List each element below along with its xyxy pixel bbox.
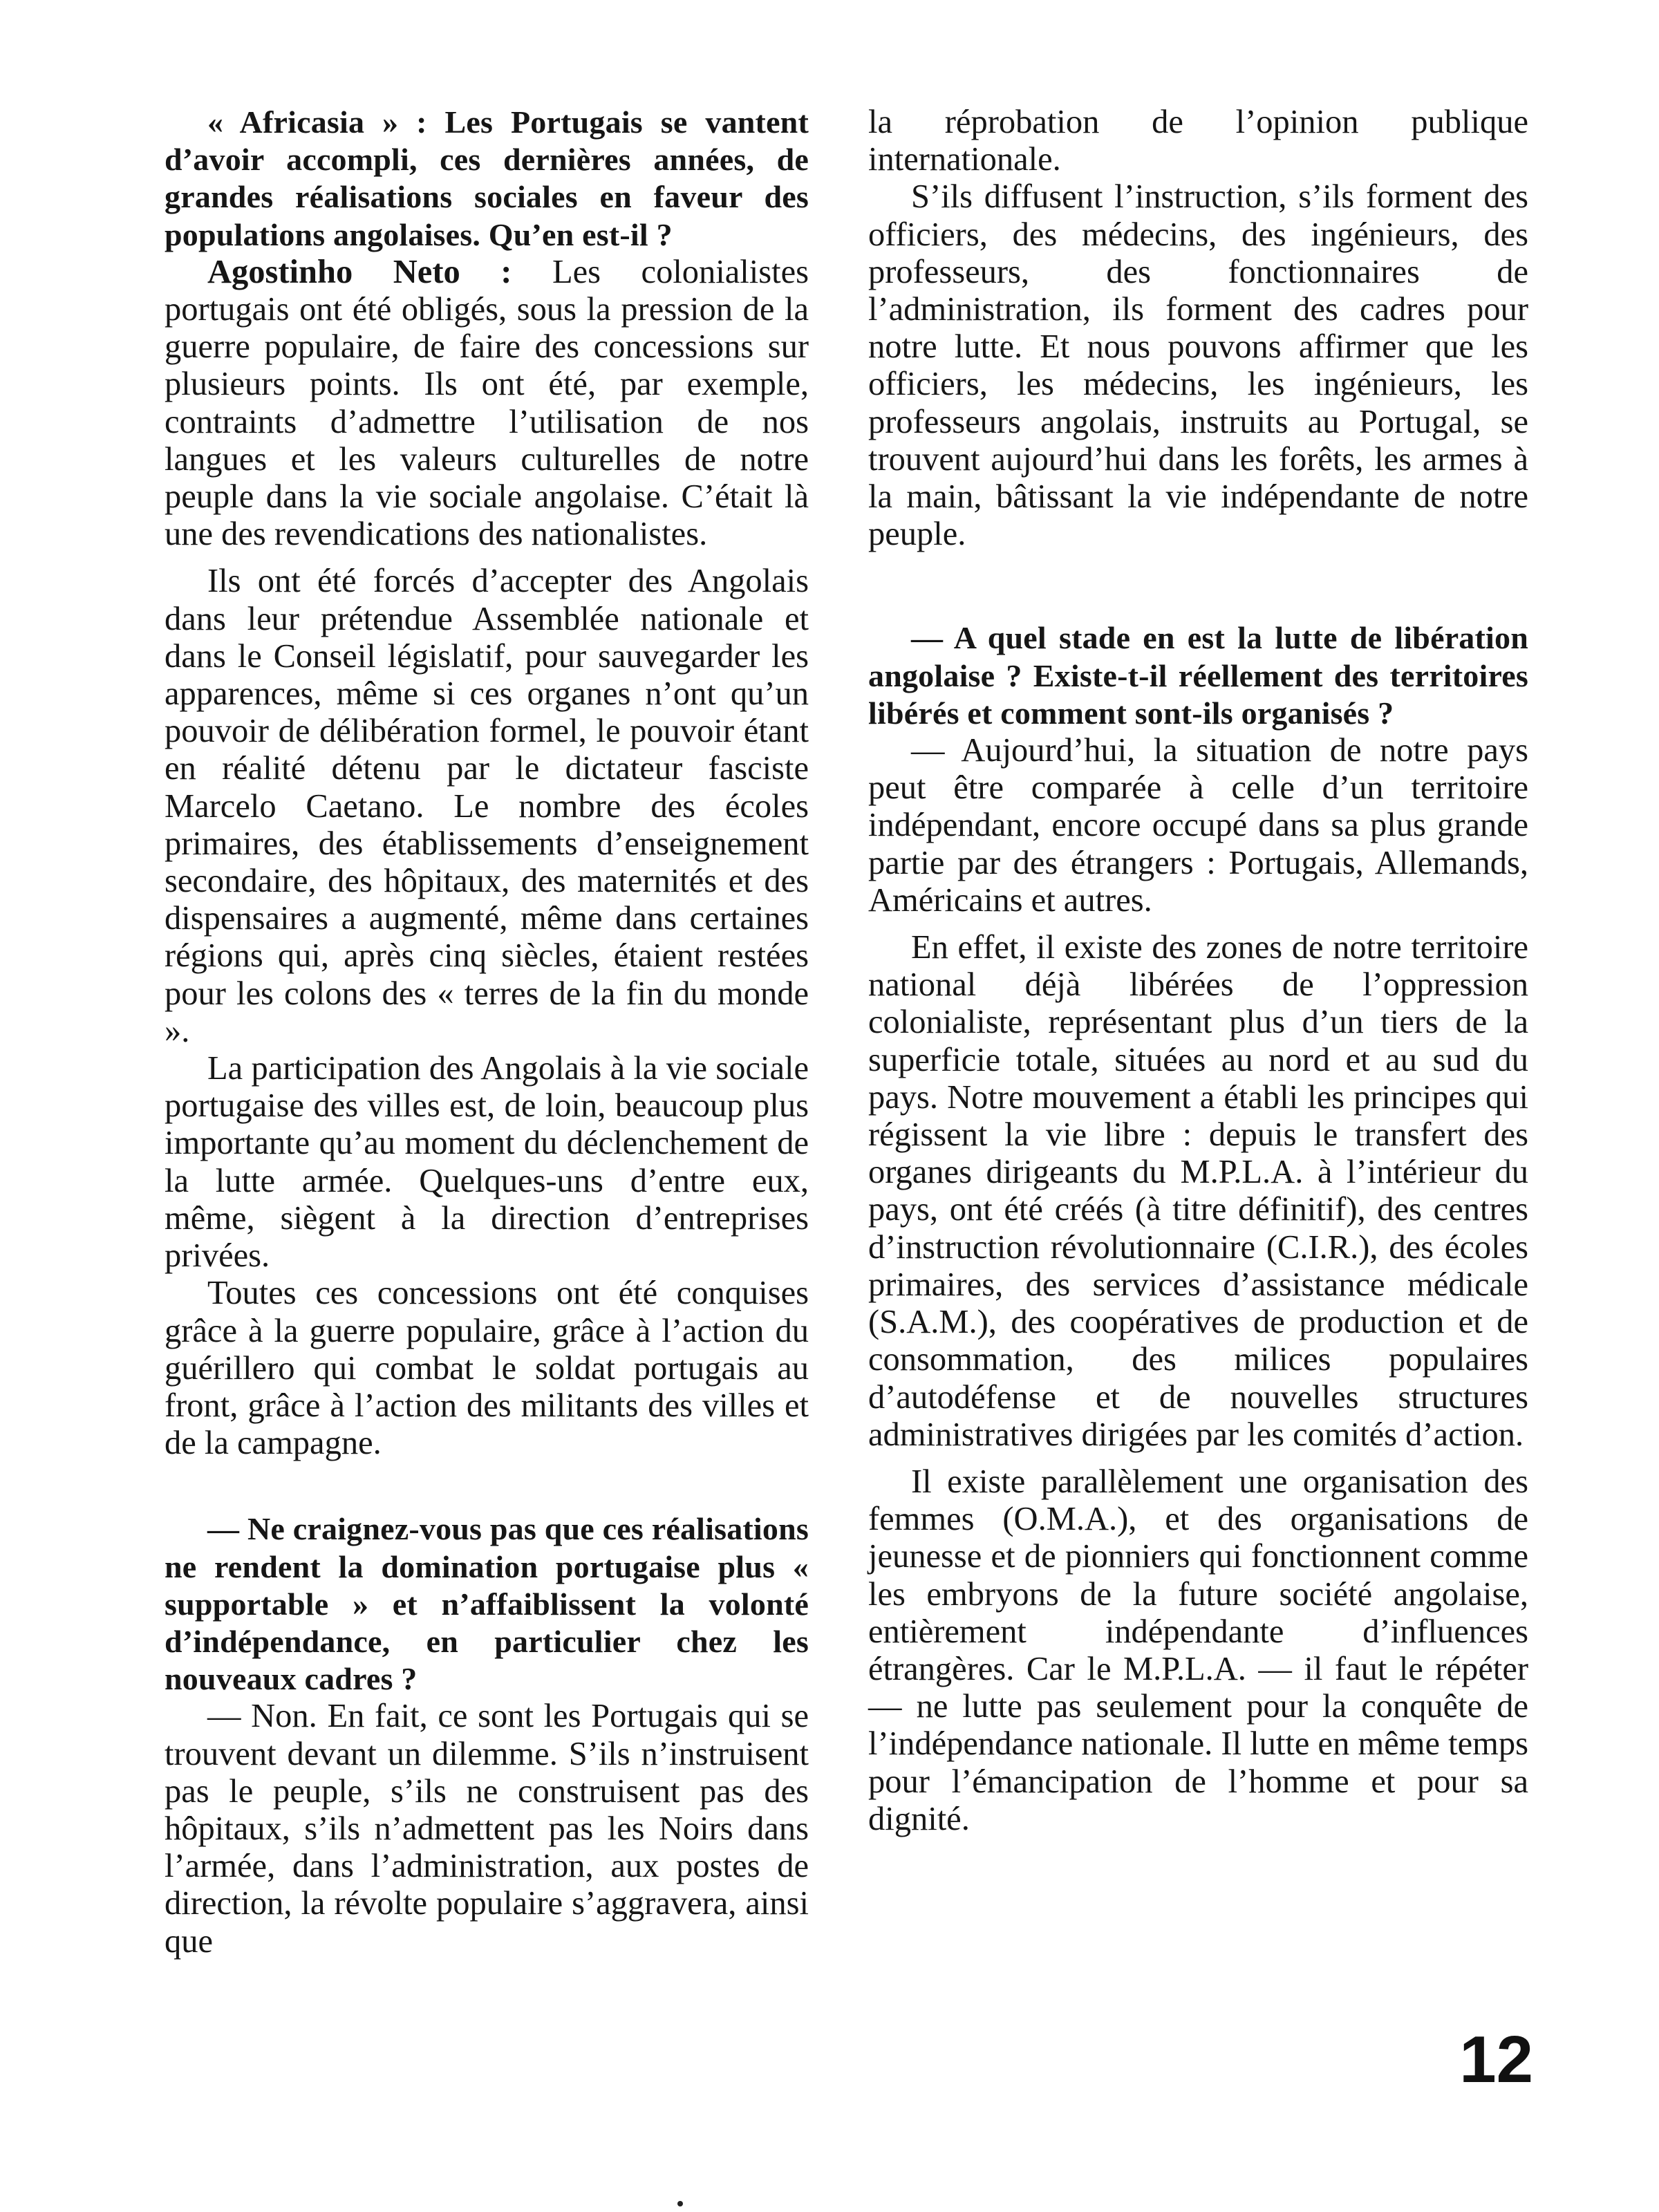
paragraph-concessions: Toutes ces concessions ont été conquises grâce à la guerre populaire, grâce à l’action du guérillero qui combat le soldat portugais au front, grâce à l’action des militants des villes et de la campagne.	[165, 1275, 809, 1462]
answer-neto-intro	[165, 254, 809, 554]
right-column	[868, 104, 1528, 1838]
paragraph-participation: La participation des Angolais à la vie sociale portugaise des villes est, de loin, beaucoup plus importante qu’au moment du déclenchement de la lutte armée. Quelques-uns d’entre eux, même, siègent à la direction d’entreprises privées.	[165, 1050, 809, 1275]
paragraph-organisation: Il existe parallèlement une organisation des femmes (O.M.A.), et des organisations de jeunesse et de pionniers qui fonctionnent comme les embryons de la future société angolaise, entièrement indépendante d’influences étrangères. Car le M.P.L.A. — il faut le répéter — ne lutte pas seulement pour la conquête de l’indépendance nationale. Il lutte en même temps pour l’émancipation de l’homme et pour sa dignité.	[868, 1463, 1528, 1837]
answer-neto-text: Les colonialistes portugais ont été obligés, sous la pression de la guerre populaire, de faire des concessions sur plusieurs points. Ils ont été, par exemple, contraints d’admettre l’utilisation de nos langues et les valeurs culturelles de notre peuple dans la vie sociale angolaise. C’était là une des revendications des nationalistes.	[165, 253, 809, 553]
paragraph-zones-liberees: En effet, il existe des zones de notre territoire national déjà libérées de l’oppression colonialiste, représentant plus d’un tiers de la superficie totale, situées au nord et au sud du pays. Notre mouvement a établi les principes qui régissent la vie libre : depuis le transfert des organes dirigeants du M.P.L.A. à l’intérieur du pays, ont été créés (à titre définitif), des centres d’instruction révolutionnaire (C.I.R.), des écoles primaires, des services d’assistance médicale (S.A.M.), des coopératives de production et de consommation, des milices populaires d’autodéfense et de nouvelles structures administratives dirigées par les comités d’action.	[868, 929, 1528, 1453]
paragraph-instruction: S’ils diffusent l’instruction, s’ils forment des officiers, des médecins, des ingénieurs, des professeurs, des fonctionnaires de l’administration, ils forment des cadres pour notre lutte. Et nous pouvons affirmer que les officiers, les médecins, les ingénieurs, les professeurs angolais, instruits au Portugal, se trouvent aujourd’hui dans les forêts, les armes à la main, bâtissant la vie indépendante de notre peuple.	[868, 178, 1528, 553]
left-column	[165, 104, 809, 1960]
question-liberation: — A quel stade en est la lutte de libération angolaise ? Existe-t-il réellement des territoires libérés et comment sont-ils organisés ?	[868, 620, 1528, 731]
question-africasia: « Africasia » : Les Portugais se vantent d’avoir accompli, ces dernières années, de grandes réalisations sociales en faveur des populations angolaises. Qu’en est-il ?	[165, 104, 809, 252]
speaker-name: Agostinho Neto :	[207, 253, 512, 290]
answer-dilemme: — Non. En fait, ce sont les Portugais qui se trouvent devant un dilemme. S’ils n’instruisent pas le peuple, s’ils ne construisent pas des hôpitaux, s’ils n’admettent pas les Noirs dans l’armée, dans l’administration, aux postes de direction, la révolte populaire s’aggravera, ainsi que	[165, 1698, 809, 1960]
paragraph-assemblee: Ils ont été forcés d’accepter des Angolais dans leur prétendue Assemblée nationale et dans le Conseil législatif, pour sauvegarder les apparences, même si ces organes n’ont qu’un pouvoir de délibération formel, le pouvoir étant en réalité détenu par le dictateur fasciste Marcelo Caetano. Le nombre des écoles primaires, des établissements d’enseignement secondaire, des hôpitaux, des maternités et des dispensaires a augmenté, même dans certaines régions qui, après cinq siècles, étaient restées pour les colons des « terres de la fin du monde ».	[165, 563, 809, 1049]
answer-dilemme-continued: la réprobation de l’opinion publique internationale.	[868, 104, 1528, 178]
page-number: 12	[1459, 2023, 1533, 2097]
answer-situation: — Aujourd’hui, la situation de notre pays peut être comparée à celle d’un territoire indépendant, encore occupé dans sa plus grande partie par des étrangers : Portugais, Allemands, Américains et autres.	[868, 732, 1528, 919]
ink-speck	[677, 2201, 683, 2206]
question-domination: — Ne craignez-vous pas que ces réalisations ne rendent la domination portugaise plus « supportable » et n’affaiblissent la volonté d’indépendance, en particulier chez les nouveaux cadres ?	[165, 1511, 809, 1697]
